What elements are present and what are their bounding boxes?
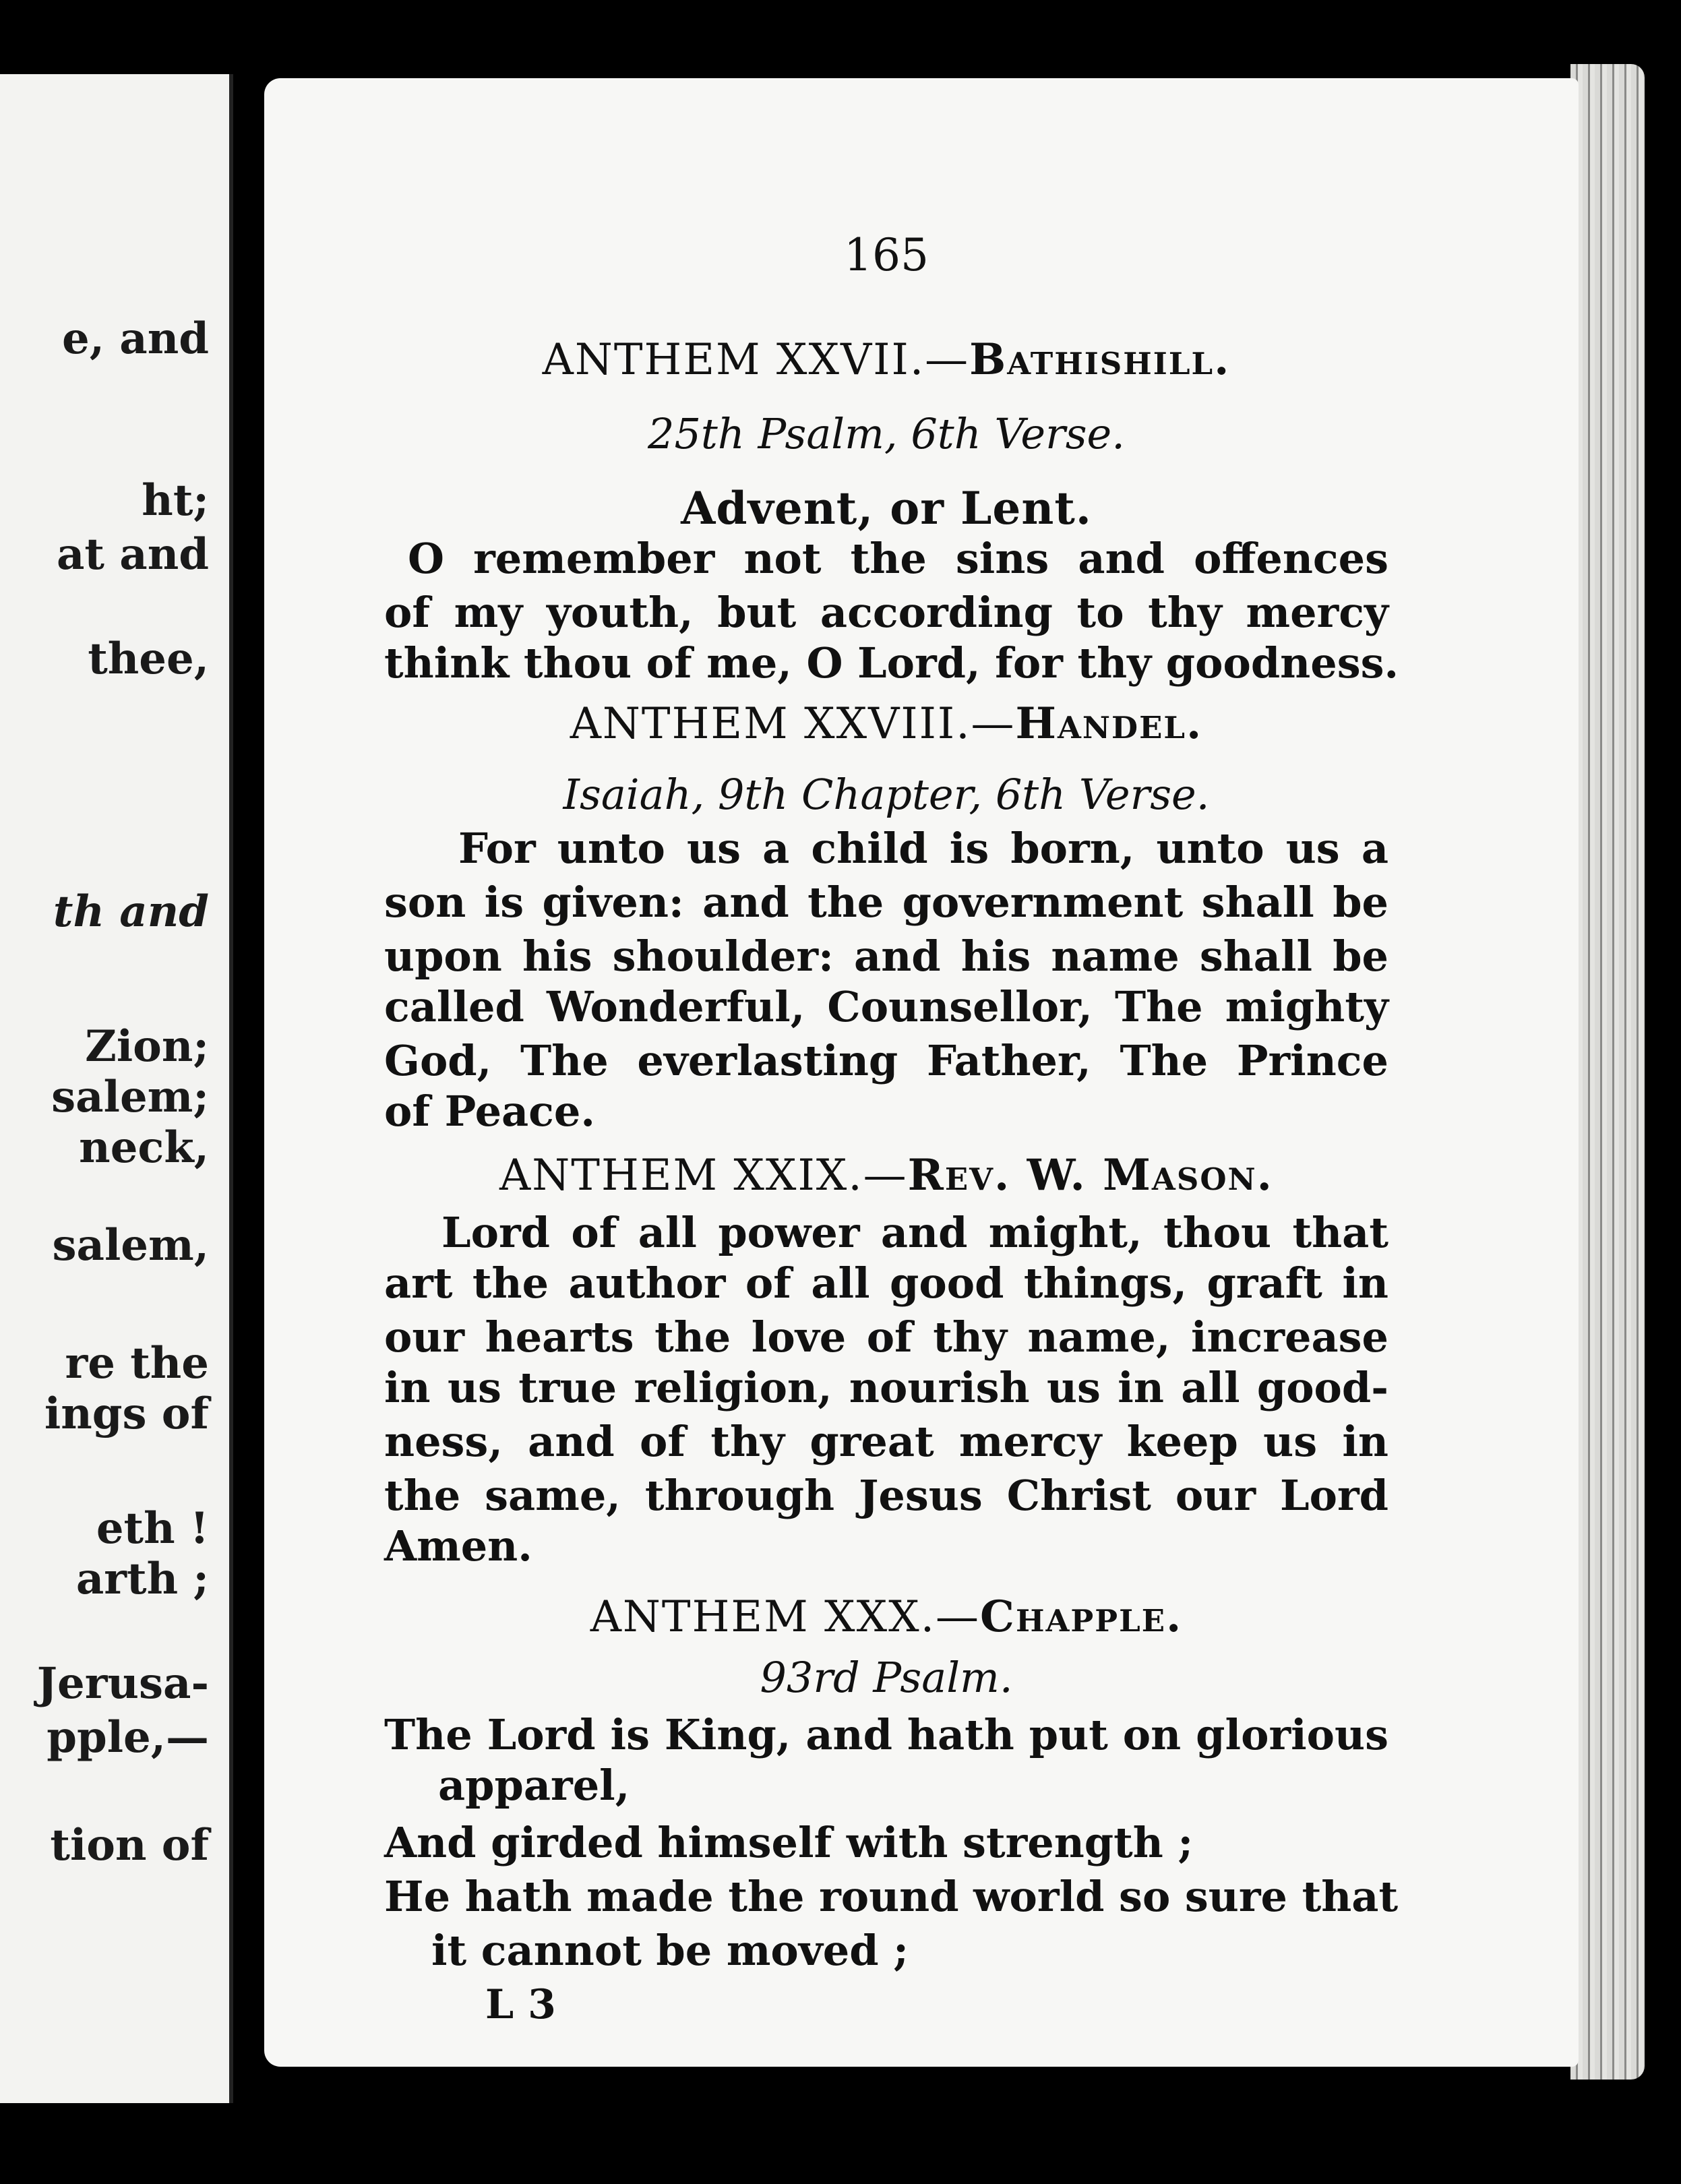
left-fragment: salem, <box>52 1220 209 1271</box>
left-fragment: neck, <box>79 1122 209 1173</box>
left-fragment: ings of <box>44 1389 209 1439</box>
anthem-composer: Handel. <box>1015 698 1203 749</box>
left-fragment: ht; <box>142 475 209 526</box>
anthem-occasion: Advent, or Lent. <box>681 482 1092 535</box>
verse-line: of Peace. <box>384 1087 595 1136</box>
page-edges <box>1570 64 1645 2080</box>
verse-line: And girded himself with strength ; <box>384 1818 1194 1867</box>
anthem-composer: Rev. W. Mason. <box>907 1150 1273 1201</box>
verse-line: upon his shoulder: and his name shall be <box>384 932 1388 981</box>
verse-line: art the author of all good things, graft in <box>384 1258 1388 1308</box>
left-fragment: th and <box>53 886 209 937</box>
left-fragment: e, and <box>61 313 209 364</box>
anthem-heading: ANTHEM XXVII.—Bathishill. <box>542 334 1231 385</box>
anthem-source: Isaiah, 9th Chapter, 6th Verse. <box>563 770 1210 819</box>
left-fragment: eth ! <box>96 1503 209 1554</box>
verse-line: The Lord is King, and hath put on glorious <box>384 1710 1388 1759</box>
anthem-heading: ANTHEM XXVIII.—Handel. <box>570 698 1203 749</box>
left-fragment: tion of <box>50 1820 209 1871</box>
left-fragment: Jerusa- <box>36 1658 209 1709</box>
verse-line: Lord of all power and might, thou that <box>441 1208 1388 1257</box>
anthem-source: 93rd Psalm. <box>760 1653 1013 1702</box>
verse-line: Amen. <box>384 1521 532 1571</box>
left-fragment: re the <box>65 1338 209 1389</box>
left-fragment: thee, <box>88 634 209 684</box>
verse-line: of my youth, but according to thy mercy <box>384 588 1388 637</box>
left-fragment: pple,— <box>47 1712 209 1763</box>
left-fragment: Zion; <box>85 1021 209 1072</box>
verse-line: God, The everlasting Father, The Prince <box>384 1036 1388 1085</box>
verse-line: apparel, <box>438 1761 630 1810</box>
verse-line: son is given: and the government shall be <box>384 878 1388 927</box>
anthem-heading: ANTHEM XXX.—Chapple. <box>590 1591 1183 1642</box>
anthem-composer: Chapple. <box>980 1591 1183 1642</box>
anthem-composer: Bathishill. <box>969 334 1231 385</box>
verse-line: called Wonderful, Counsellor, The mighty <box>384 982 1388 1031</box>
verse-line: in us true religion, nourish us in all good- <box>384 1363 1388 1412</box>
verse-line: O remember not the sins and offences <box>408 534 1388 583</box>
signature-mark: L 3 <box>485 1981 556 2028</box>
anthem-source: 25th Psalm, 6th Verse. <box>648 409 1125 458</box>
left-fragment: at and <box>56 529 209 580</box>
left-page <box>0 74 233 2103</box>
verse-line: For unto us a child is born, unto us a <box>458 824 1388 873</box>
left-fragment: arth ; <box>75 1554 209 1604</box>
verse-line: He hath made the round world so sure that <box>384 1872 1399 1921</box>
left-fragment: salem; <box>51 1072 209 1122</box>
verse-line: the same, through Jesus Christ our Lord <box>384 1471 1388 1520</box>
anthem-title: ANTHEM XXIX. <box>499 1151 863 1201</box>
anthem-title: ANTHEM XXVIII. <box>570 699 971 749</box>
verse-line: think thou of me, O Lord, for thy goodness. <box>384 638 1399 688</box>
verse-line: it cannot be moved ; <box>431 1926 909 1975</box>
anthem-heading: ANTHEM XXIX.—Rev. W. Mason. <box>499 1150 1273 1201</box>
verse-line: our hearts the love of thy name, increase <box>384 1312 1388 1362</box>
page-number: 165 <box>844 229 929 281</box>
anthem-title: ANTHEM XXVII. <box>542 335 925 385</box>
verse-line: ness, and of thy great mercy keep us in <box>384 1417 1388 1466</box>
anthem-title: ANTHEM XXX. <box>590 1592 936 1642</box>
